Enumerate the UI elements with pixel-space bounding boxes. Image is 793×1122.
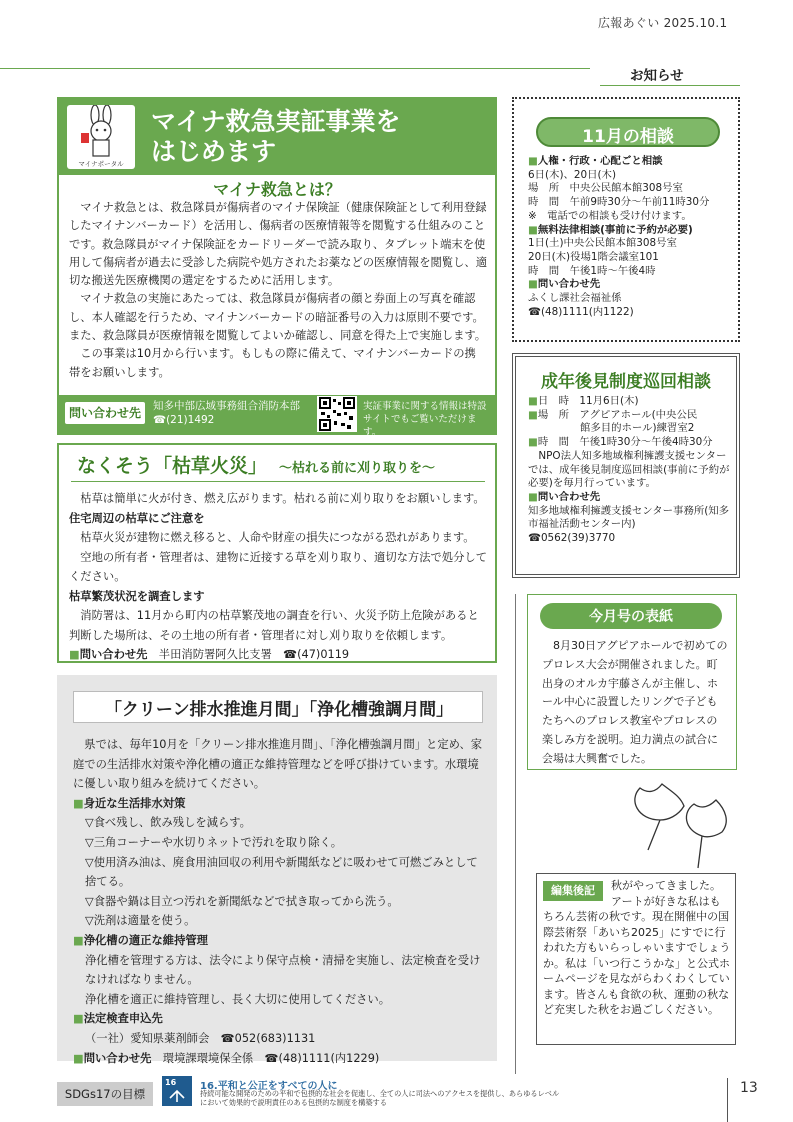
guardianship-title: 成年後見制度巡回相談 [541,372,711,392]
guardianship-body [528,395,732,546]
sdgs-goal-description: 持続可能な開発のための平和で包摂的な社会を促進し、全ての人に司法へのアクセスを提供し、あらゆるレベルにおいて効果的で説明責任のある包摂的な制度を構築する [200,1089,560,1107]
myna-title-line2: はじめます [151,137,277,166]
contact-org: 知多中部広域事務組合消防本部 [153,400,300,412]
kusa-paragraph: 消防署は、11月から町内の枯草繁茂地の調査を行い、火災予防上危険があると判断した場所は、その土地の所有者・管理者に対し刈り取りを依頼します。 [69,609,479,642]
list-item: ▽洗剤は適量を使う。 [85,914,196,928]
myna-subtitle: マイナ救急とは？ [213,180,341,199]
kusa-body [69,489,489,665]
ginkgo-leaf-icon [618,780,736,870]
info-line: ■問い合わせ先 [528,490,601,503]
myna-title [151,107,401,167]
logo-caption: マイナポータル [78,160,124,168]
myna-contact-band [59,395,495,438]
info-line: NPO法人知多地域権利擁護支援センターでは、成年後見制度巡回相談(事前に予約が必要)を毎月行っています。 [528,449,730,490]
special-site-note: 実証事業に関する情報は特設サイトでもご覧いただけます。 [363,401,487,438]
clean-heading: ■身近な生活排水対策 [73,796,186,810]
clean-paragraph: 浄化槽を管理する方は、法令により保守点検・清掃を実施し、法定検査を受けなければなりません。 [85,953,481,987]
info-line: ■人権・行政・心配ごと相談 [528,155,663,167]
myna-paragraph: マイナ救急とは、救急隊員が傷病者のマイナ保険証（健康保険証として利用登録したマイナンバーカード）を活用し、傷病者の医療情報等を閲覧する仕組みのことです。救急隊員がマイナ保険証をカードリーダーで読み取り、タブレット端末を使用して傷病者が過去に受診した病院や処方されたお薬などの医療情報を閲覧し、適切な搬送先医療機関の選定をするために活用します。 [69,201,487,288]
info-line: ■無料法律相談(事前に予約が必要) [528,223,693,236]
kusa-paragraph: 空地の所有者・管理者は、建物に近接する草を刈り取り、適切な方法で処分してください。 [69,550,487,583]
dry-grass-fire-article [57,443,497,663]
contact-tel: ☎(21)1492 [153,414,215,426]
contact-label: 問い合わせ先 [79,648,148,661]
page-number: 13 [740,1080,758,1096]
info-line: 20日(木)役場1階会議室101 [528,250,659,263]
section-label: お知らせ [600,60,740,86]
myna-paragraph: マイナ救急の実施にあたっては、救急隊員が傷病者の顔と券面上の写真を確認し、本人確認を行うため、マイナンバーカードの暗証番号の入力は原則不要です。また、救急隊員が医療情報を閲覧してよいか確認し、同意を得た上で実施します。 [69,292,487,343]
consultation-title: 11月の相談 [582,127,674,147]
clean-intro: 県では、毎年10月を「クリーン排水推進月間」、「浄化槽強調月間」と定め、家庭での生活排水対策や浄化槽の適正な維持管理などを呼び掛けています。水環境に優しい取り組みを続けてください。 [73,738,483,791]
cover-title-box [540,603,722,629]
clean-heading: ■浄化槽の適正な維持管理 [73,933,208,947]
contact-info: 半田消防署阿久比支署 ☎(47)0119 [158,648,350,661]
myna-body [69,199,487,382]
info-line: 時 間 午前9時30分〜午前11時30分 [528,196,710,209]
cover-title: 今月号の表紙 [589,609,673,625]
kusa-title: なくそう「枯草火災」 [77,455,268,477]
clean-heading: ■法定検査申込先 [73,1012,163,1026]
list-item: ▽三角コーナーや水切りネットで汚れを取り除く。 [85,835,342,849]
kusa-contact: ■問い合わせ先 半田消防署阿久比支署 ☎(47)0119 [69,648,350,661]
divider [71,481,485,482]
myna-article [57,97,497,438]
svg-text:16: 16 [165,1078,177,1087]
info-line: 場 所 中央公民館本館308号室 [528,182,683,195]
mynaportal-logo [67,105,135,169]
clean-title-box [73,691,483,723]
editorial-note-box [536,873,736,1045]
clean-paragraph: （一社）愛知県薬剤師会 ☎052(683)1131 [85,1031,316,1045]
clean-title: 「クリーン排水推進月間」「浄化槽強調月間」 [104,700,454,720]
info-line: 館多目的ホール)練習室2 [528,422,695,435]
sdgs-goal-16-icon [162,1076,192,1106]
sdgs-label: SDGs17の目標 [57,1082,153,1106]
publication-header: 広報あぐい 2025.10.1 [598,16,728,30]
list-item: ▽食べ残し、飲み残しを減らす。 [85,816,251,830]
column-divider [515,594,516,1074]
info-line: ふくし課社会福祉係 [528,292,622,305]
myna-header-band [59,99,495,175]
myna-paragraph: この事業は10月から行います。もしもの際に備えて、マイナンバーカードの携帯をお願いします。 [69,347,476,379]
list-item: ▽食器や鍋は目立つ汚れを新聞紙などで拭き取ってから洗う。 [85,894,399,908]
info-line: 時 間 午後1時〜午後4時 [528,264,656,277]
consultation-box [512,97,740,342]
clean-body [73,735,483,1068]
info-line: ■問い合わせ先 [528,278,601,291]
contact-label: 問い合わせ先 [65,402,145,424]
info-line: ■時 間 午後1時30分〜午後4時30分 [528,436,713,449]
kusa-heading: 住宅周辺の枯草にご注意を [69,511,205,525]
info-line: ■日 時 11月6日(木) [528,395,639,407]
consultation-body [528,155,733,319]
myna-title-line1: マイナ救急実証事業を [151,107,401,136]
info-line: 1日(土)中央公民館本館308号室 [528,237,677,250]
info-line: ☎0562(39)3770 [528,532,616,545]
editorial-label: 編集後記 [543,881,603,901]
clean-paragraph: 浄化槽を適正に維持管理し、長く大切に使用してください。 [85,992,391,1006]
kusa-paragraph: 枯草火災が建物に燃え移ると、人命や財産の損失につながる恐れがあります。 [80,531,475,544]
contact-info [153,399,300,427]
info-line: ※ 電話での相談も受け付けます。 [528,209,692,222]
editorial-note [543,878,731,1018]
kusa-heading: 枯草繁茂状況を調査します [69,589,205,603]
page-number-rule [727,1078,728,1122]
sdgs-goal-title: 16.平和と公正をすべての人に [200,1081,338,1092]
info-line: ■場 所 アグピアホール(中央公民 [528,408,698,421]
clean-contact: ■問い合わせ先 環境課環境保全係 ☎(48)1111(内1229) [73,1051,380,1065]
cover-text: 8月30日アグピアホールで初めてのプロレス大会が開催されました。町出身のオルカ宇藤さんが主催し、ホール中心に設置したリングで子どもたちへのプロレス教室やプロレスの楽しみ方を説明。迫力満点の試合に会場は大興奮でした。 [542,639,728,765]
qr-code-icon[interactable] [317,396,357,432]
header-rule [0,68,590,69]
kusa-intro: 枯草は簡単に火が付き、燃え広がります。枯れる前に刈り取りをお願いします。 [80,492,485,505]
consultation-title-box [536,117,720,147]
info-line: 知多地域権利擁護支援センター事務所(知多市福祉活動センター内) [528,504,730,531]
info-line: ☎(48)1111(内1122) [528,305,634,318]
editorial-text: 秋がやってきました。アートが好きな私はもちろん芸術の秋です。現在開催中の国際芸術祭「あいち2025」にすでに行われた方もいらっしゃいますでしょうか。私は「いつ行こうかな」と公式ホームページを見ながらわくわくしています。皆さんも食欲の秋、運動の秋など充実した秋をお過ごしください。 [543,879,731,1016]
kusa-subtitle: 〜枯れる前に刈り取りを〜 [279,461,436,476]
info-line: 6日(木)、20日(木) [528,168,617,181]
list-item: ▽使用済み油は、廃食用油回収の利用や新聞紙などに吸わせて可燃ごみとして捨てる。 [85,855,478,889]
guardianship-box [512,353,740,578]
clean-drainage-article [57,675,497,1065]
cover-box [527,594,737,770]
